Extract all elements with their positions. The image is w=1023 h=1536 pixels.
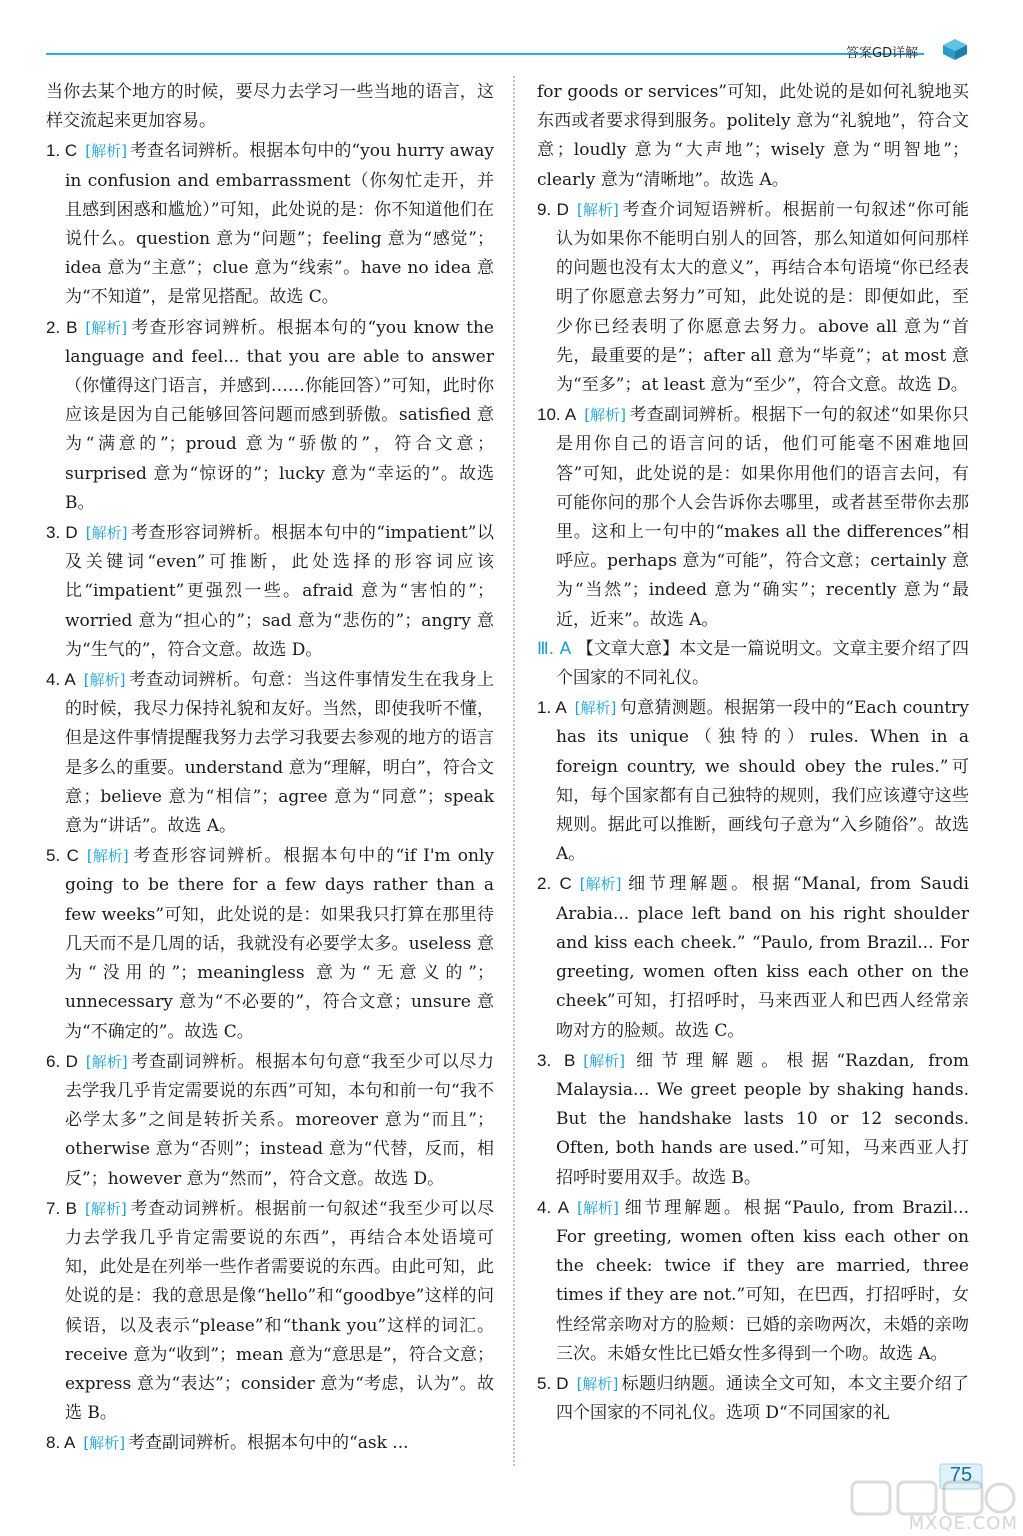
page-number: 75: [949, 1464, 973, 1486]
entry-number: 7. B: [46, 1198, 77, 1218]
column-divider: [513, 76, 515, 1466]
entry-sec3: [537, 635, 969, 693]
header-rule: [46, 53, 924, 55]
entry-number: 4. A: [537, 1197, 570, 1217]
analysis-tag: [ 解析 ]: [575, 699, 617, 717]
entry-number: 5. C: [46, 846, 79, 866]
entry-text: 细节理解题。根据“Manal, from Saudi Arabia... place left band on his right shoulder and kiss each cheek.” “Paulo, from Brazil... For greeting, women often kiss each other on the cheek”可知，打招呼时，马来西亚人和巴西人经常亲吻对方的脸颊。故选 C。: [556, 874, 969, 1041]
left-column: [46, 78, 494, 1459]
entry-number: 5. D: [537, 1373, 569, 1393]
entry-q8: [46, 1428, 494, 1458]
entry-number: 6. D: [46, 1051, 78, 1071]
entry-number: 3. D: [46, 523, 78, 543]
entry-r3: [537, 1046, 969, 1193]
analysis-tag: [ 解析 ]: [577, 201, 619, 219]
entry-q7: [46, 1194, 494, 1429]
analysis-tag: [ 解析 ]: [584, 406, 626, 424]
entry-text: 细节理解题。根据“Paulo, from Brazil... For greeting, women often kiss each other on the cheek: twice if they are married, three times if they are not.”可知，在巴西，打招呼时，女性经常亲吻对方的脸颊：已婚的亲吻两次，未婚的亲吻三次。未婚女性比已婚女性多得到一个吻。故选 A。: [556, 1197, 969, 1364]
entry-number: 2. C: [537, 874, 572, 894]
entry-number: 1. A: [537, 698, 567, 718]
entry-r2: [537, 869, 969, 1045]
analysis-tag: [ 解析 ]: [83, 1434, 125, 1452]
analysis-tag: [ 解析 ]: [577, 1199, 619, 1217]
entry-text: 考查介词短语辨析。根据前一句叙述“你可能认为如果你不能明白别人的回答，那么知道如何问那样的问题也没有太大的意义”，再结合本句语境“你已经表明了你愿意去努力”可知，此处说的是：即便如此，至少你已经表明了你愿意去努力。above all 意为“首先，最重要的是”；after all 意为“毕竟”；at most 意为“至多”；at least 意为“至少”，符合文意。故选 D。: [556, 199, 969, 396]
entry-r1: [537, 693, 969, 869]
entry-text: 考查形容词辨析。根据本句中的“if I'm only going to be there for a few days rather than a few weeks”可知，此处说的是：如果我只打算在那里待几天而不是几周的话，我就没有必要学太多。useless 意为“没用的”；meaningless 意为“无意义的”；unnecessary 意为“不必要的”，符合文意；unsure 意为“不确定的”。故选 C。: [65, 846, 494, 1042]
entry-q6: [46, 1047, 494, 1194]
entry-q9: [537, 195, 969, 400]
entry-text: 细节理解题。根据“Razdan, from Malaysia... We greet people by shaking hands. But the handshake lasts 10 or 12 seconds. Often, both hands are used.”可知，马来西亚人打招呼时要用双手。故选 B。: [556, 1050, 969, 1188]
right-column: [537, 78, 969, 1428]
entry-intro: [46, 78, 494, 136]
entry-text: 考查副词辨析。根据本句中的“ask ...: [128, 1433, 409, 1454]
cube-icon: [940, 37, 970, 61]
watermark-logo-icon: [846, 1478, 1022, 1518]
entry-text: for goods or services”可知，此处说的是如何礼貌地买东西或者要求得到服务。politely 意为“礼貌地”，符合文意；loudly 意为“大声地”；wisely 意为“明智地”；clearly 意为“清晰地”。故选 A。: [537, 82, 969, 190]
analysis-tag: [ 解析 ]: [580, 875, 622, 893]
entry-q4: [46, 665, 494, 841]
entry-q3: [46, 518, 494, 665]
analysis-tag: [ 解析 ]: [86, 524, 128, 542]
entry-text: 句意猜测题。根据第一段中的“Each country has its unique（独特的）rules. When in a foreign country, we should obey the rules.”可知，每个国家都有自己独特的规则，我们应该遵守这些规则。据此可以推断，画线句子意为“入乡随俗”。故选 A。: [556, 698, 969, 865]
entry-number: 2. B: [46, 317, 78, 337]
analysis-tag: [ 解析 ]: [577, 1375, 619, 1393]
entry-q8b: [537, 78, 969, 195]
entry-number: 3. B: [537, 1050, 576, 1070]
entry-text: 考查副词辨析。根据下一句的叙述“如果你只是用你自己的语言问的话，他们可能毫不困难地回答”可知，此处说的是：如果你用他们的语言去问，有可能你问的那个人会告诉你去哪里，或者甚至带你去那里。这和上一句中的“makes all the differences”相呼应。perhaps 意为“可能”，符合文意；certainly 意为“当然”；indeed 意为“确实”；recently 意为“最近，近来”。故选 A。: [556, 405, 969, 630]
entry-q10: [537, 400, 969, 635]
entry-q5: [46, 841, 494, 1046]
entry-number: Ⅲ. A: [537, 638, 572, 659]
entry-text: 考查形容词辨析。根据本句的“you know the language and feel... that you are able to answer（你懂得这门语言，并感到……你能回答）”可知，此时你应该是因为自己能够回答问题而感到骄傲。satisfied 意为“满意的”；proud 意为“骄傲的”，符合文意；surprised 意为“惊讶的”；lucky 意为“幸运的”。故选 B。: [65, 317, 494, 513]
analysis-tag: [ 解析 ]: [85, 319, 127, 337]
header-label: 答案GD详解: [846, 46, 919, 61]
entry-text: 考查形容词辨析。根据本句中的“impatient”以及关键词“even”可推断，此处选择的形容词应该比“impatient”更强烈一些。afraid 意为“害怕的”；worried 意为“担心的”；sad 意为“悲伤的”；angry 意为“生气的”，符合文意。故选 D。: [65, 523, 494, 660]
analysis-tag: [ 解析 ]: [583, 1052, 625, 1070]
entry-text: 【文章大意】本文是一篇说明文。文章主要介绍了四个国家的不同礼仪。: [556, 638, 970, 689]
watermark-text: MXQE.COM: [908, 1513, 1018, 1534]
analysis-tag: [ 解析 ]: [85, 1200, 127, 1218]
analysis-tag: [ 解析 ]: [87, 847, 129, 865]
entry-text: 标题归纳题。通读全文可知，本文主要介绍了四个国家的不同礼仪。选项 D“不同国家的礼: [556, 1373, 969, 1424]
entry-text: 考查动词辨析。根据前一句叙述“我至少可以尽力去学我几乎肯定需要说的东西”，再结合本处语境可知，此处是在列举一些作者需要说的东西。由此可知，此处说的是：我的意思是像“hello”和“goodbye”这样的问候语，以及表示“please”和“thank you”这样的词汇。receive 意为“收到”；mean 意为“意思是”，符合文意；express 意为“表达”；consider 意为“考虑，认为”。故选 B。: [65, 1198, 494, 1424]
entry-q1: [46, 136, 494, 312]
entry-number: 9. D: [537, 199, 569, 219]
entry-number: 8. A: [46, 1433, 76, 1453]
entry-text: 当你去某个地方的时候，要尽力去学习一些当地的语言，这样交流起来更加容易。: [46, 82, 494, 132]
watermark: [846, 1478, 1022, 1536]
entry-number: 1. C: [46, 141, 78, 161]
entry-text: 考查名词辨析。根据本句中的“you hurry away in confusion and embarrassment（你匆忙走开，并且感到困惑和尴尬）”可知，此处说的是：你不知道他们在说什么。question 意为“问题”；feeling 意为“感觉”；idea 意为“主意”；clue 意为“线索”。have no idea 意为“不知道”，是常见搭配。故选 C。: [65, 141, 494, 308]
analysis-tag: [ 解析 ]: [86, 1053, 128, 1071]
entry-number: 10. A: [537, 405, 577, 425]
analysis-tag: [ 解析 ]: [84, 671, 126, 689]
entry-q2: [46, 313, 494, 518]
entry-text: 考查动词辨析。句意：当这件事情发生在我身上的时候，我尽力保持礼貌和友好。当然，即使我听不懂，但是这件事情提醒我努力去学习我要去参观的地方的语言是多么的重要。understand 意为“理解，明白”，符合文意；believe 意为“相信”；agree 意为“同意”；speak 意为“讲话”。故选 A。: [65, 670, 494, 837]
entry-number: 4. A: [46, 670, 76, 690]
analysis-tag: [ 解析 ]: [85, 142, 127, 160]
entry-text: 考查副词辨析。根据本句句意“我至少可以尽力去学我几乎肯定需要说的东西”可知，本句和前一句“我不必学太多”之间是转折关系。moreover 意为“而且”；otherwise 意为“否则”；instead 意为“代替，反而，相反”；however 意为“然而”，符合文意。故选 D。: [65, 1051, 494, 1189]
entry-r5: [537, 1369, 969, 1428]
entry-r4: [537, 1193, 969, 1369]
